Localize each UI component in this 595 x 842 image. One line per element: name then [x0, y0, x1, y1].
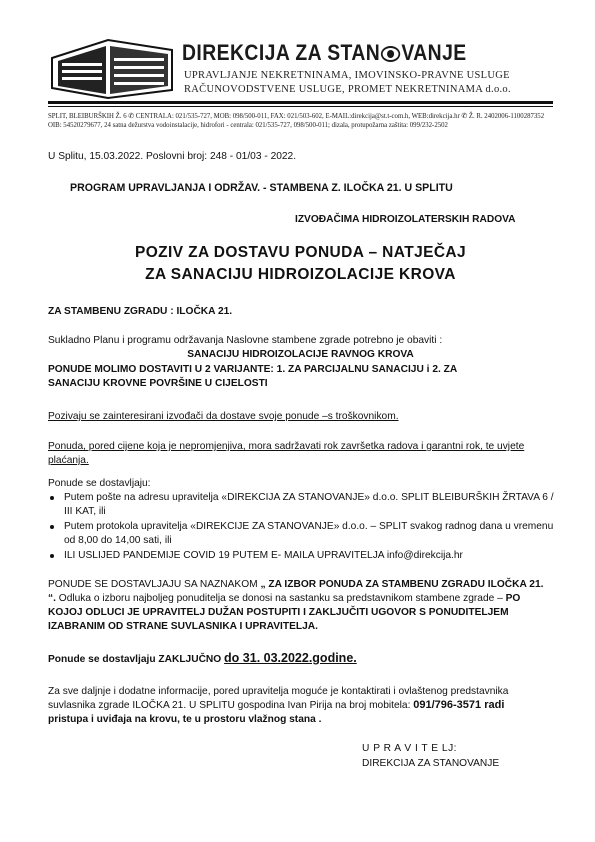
marking-decision-text: Odluka o izboru najboljeg ponuditelja se donosi na sastanku sa predstavnikom stambene zgrade –	[55, 593, 506, 604]
bullet-icon	[50, 496, 54, 500]
contact-text: suvlasnika zgrade ILOČKA 21. U SPLITU gospodina Ivan Pirija na broj mobitela:	[48, 700, 414, 711]
signature-company: DIREKCIJA ZA STANOVANJE	[362, 758, 500, 769]
contact-para-2	[48, 699, 504, 712]
letterhead-divider	[48, 101, 553, 104]
marking-label-end: “.	[48, 593, 56, 604]
marking-text: PONUDE SE DOSTAVLJAJU SA NAZNAKOM	[48, 579, 261, 590]
offer-requirements-1: Ponuda, pored cijene koja je nepromjenjiva, mora sadržavati rok završetka radova i garantni rok, te uvjete	[48, 441, 525, 452]
document-title-1: POZIV ZA DOSTAVU PONUDA – NATJEČAJ	[134, 244, 467, 261]
variants-line-1: PONUDE MOLIMO DOSTAVITI U 2 VARIJANTE: 1. ZA PARCIJALNU SANACIJU i 2. ZA	[48, 364, 458, 375]
delivery-item-post	[64, 491, 554, 504]
bullet-icon	[50, 554, 54, 558]
intro-line: Sukladno Planu i programu održavanja Naslovne stambene zgrade potrebno je obaviti :	[48, 335, 443, 346]
eye-logo-icon	[381, 46, 400, 62]
recipients-line: IZVOĐAČIMA HIDROIZOLATERSKIH RADOVA	[295, 214, 516, 225]
marking-label: „ ZA IZBOR PONUDA ZA STAMBENU ZGRADU ILOČKA 21.	[260, 579, 544, 590]
contact-phone: 091/796-3571 radi	[413, 699, 505, 711]
contact-para-1: Za sve daljnje i dodatne informacije, pored upravitelja moguće je kontaktirati i ovlaštenog predstavnika	[48, 686, 509, 697]
delivery-item-text: ILI USLIJED PANDEMIJE COVID 19 PUTEM E- MAILA UPRAVITELJA info@direkcija.hr	[64, 550, 463, 561]
bullet-icon	[50, 525, 54, 529]
contact-para-3: pristupa i uviđaja na krovu, te u prostoru vlažnog stana .	[48, 714, 322, 725]
deadline-label: Ponude se dostavljaju ZAKLJUČNO	[48, 654, 225, 665]
marking-line-2	[48, 592, 520, 605]
contact-info-2: OIB: 54520279677, 24 satna dežurstva vodoinstalacije, hidrofori - centrala: 021/535-727, 098/500-011; dizala, protupožarna zaštita: 099/232-2502	[48, 122, 448, 129]
document-title-2: ZA SANACIJU HIDROIZOLACIJE KROVA	[145, 266, 456, 283]
work-title: SANACIJU HIDROIZOLACIJE RAVNOG KROVA	[187, 349, 414, 360]
building-line: ZA STAMBENU ZGRADU : ILOČKA 21.	[48, 306, 233, 317]
signature-role: U P R A V I T E LJ:	[362, 743, 458, 754]
company-name	[182, 40, 467, 66]
letterhead-divider-thin	[48, 106, 553, 107]
date-and-reference: U Splitu, 15.03.2022. Poslovni broj: 248 - 01/03 - 2022.	[48, 151, 297, 162]
delivery-item-email	[64, 549, 463, 562]
delivery-item-protocol	[64, 520, 553, 533]
deadline-date: do 31. 03.2022.godine.	[224, 651, 357, 665]
company-name-part1: DIREKCIJA ZA STAN	[182, 40, 381, 65]
delivery-intro: Ponude se dostavljaju:	[48, 478, 151, 489]
marking-line-1	[48, 578, 543, 591]
variants-line-2: SANACIJU KROVNE POVRŠINE U CIJELOSTI	[48, 378, 268, 389]
delivery-item-text: Putem protokola upravitelja «DIREKCIJE ZA STANOVANJE» d.o.o. – SPLIT svakog radnog dana u vremenu	[64, 521, 554, 532]
invite-line: Pozivaju se zainteresirani izvođači da dostave svoje ponude –s troškovnikom.	[48, 411, 399, 422]
building-logo	[48, 28, 176, 100]
company-name-part2: VANJE	[401, 40, 467, 65]
marking-line-3: KOJOJ ODLUCI JE UPRAVITELJ DUŽAN POSTUPITI I ZAKLJUČITI UGOVOR S PONUDITELJEM	[48, 607, 509, 618]
offer-requirements-2: plaćanja.	[48, 455, 89, 466]
program-line: PROGRAM UPRAVLJANJA I ODRŽAV. - STAMBENA Z. ILOČKA 21. U SPLITU	[70, 182, 453, 194]
delivery-item-text: Putem pošte na adresu upravitelja «DIREKCIJA ZA STANOVANJE» d.o.o. SPLIT BLEIBURŠKIH ŽRTAVA 6 /	[64, 492, 554, 503]
marking-po: PO	[505, 593, 521, 604]
delivery-item-post-cont: III KAT, ili	[64, 506, 106, 517]
delivery-item-protocol-cont: od 8,00 do 14,00 sati, ili	[64, 535, 172, 546]
deadline-line	[48, 652, 357, 666]
company-subtitle-1: UPRAVLJANJE NEKRETNINAMA, IMOVINSKO-PRAVNE USLUGE	[184, 70, 510, 81]
marking-line-4: IZABRANIM OD STRANE SUVLASNIKA I UPRAVITELJA.	[48, 621, 318, 632]
contact-info-1: SPLIT, BLEIBURŠKIH Ž. 6 ✆ CENTRALA: 021/535-727, MOB: 098/500-011, FAX: 021/503-602, E-MAIL:direkcija@st.t-com.h, WEB:direkcija.hr ✆ Ž. R. 2402006-1100287352	[48, 113, 545, 120]
company-subtitle-2: RAČUNOVODSTVENE USLUGE, PROMET NEKRETNINAMA d.o.o.	[184, 84, 511, 95]
